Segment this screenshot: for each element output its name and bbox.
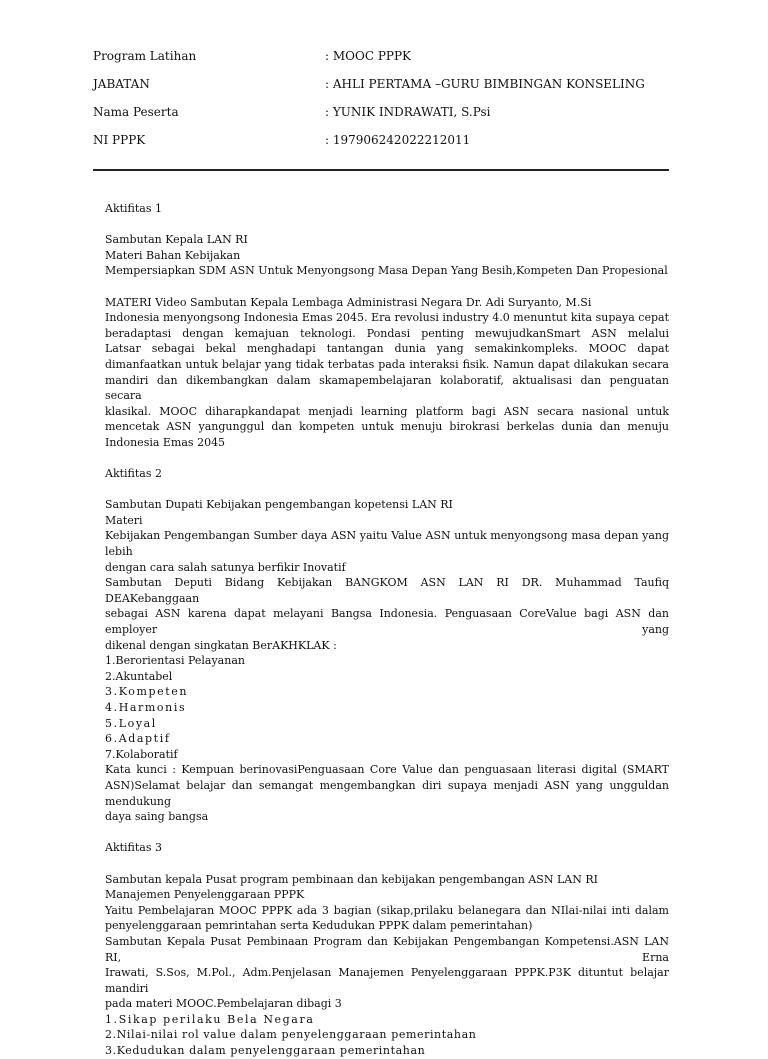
paragraph-line: Sambutan Kepala Pusat Pembinaan Program dan Kebijakan Pengembangan Kompetensi.ASN LAN RI, Erna <box>105 934 669 964</box>
header-value: : AHLI PERTAMA –GURU BIMBINGAN KONSELING <box>325 77 645 91</box>
text-line: Sambutan Dupati Kebijakan pengembangan kopetensi LAN RI <box>105 498 453 512</box>
header-row-nipppk <box>93 126 673 154</box>
text-line: Sambutan kepala Pusat program pembinaan dan kebijakan pengembangan ASN LAN RI <box>105 872 598 886</box>
text-line: Manajemen Penyelenggaraan PPPK <box>105 888 305 902</box>
text-line: MATERI Video Sambutan Kepala Lembaga Administrasi Negara Dr. Adi Suryanto, M.Si <box>105 295 592 309</box>
section-title: Aktifitas 3 <box>105 841 163 855</box>
paragraph-line: Sambutan Deputi Bidang Kebijakan BANGKOM ASN LAN RI DR. Muhammad Taufiq DEAKebanggaan <box>105 576 669 605</box>
text-line: Materi <box>105 513 143 527</box>
list-item: 6.Adaptif <box>105 732 171 746</box>
text-line: Sambutan Kepala LAN RI <box>105 233 248 247</box>
identity-header <box>93 42 673 154</box>
text-line: dikenal dengan singkatan BerAKHKLAK : <box>105 638 337 652</box>
paragraph-line: sebagai ASN karena dapat melayani Bangsa Indonesia. Penguasaan CoreValue bagi ASN dan employer yang <box>105 607 669 637</box>
text-line: dengan cara salah satunya berfikir Inovatif <box>105 560 346 574</box>
header-label: Nama Peserta <box>93 105 179 119</box>
paragraph-line: Kata kunci : Kempuan berinovasiPenguasaan Core Value dan penguasaan literasi digital (SMART <box>105 763 669 777</box>
text-line: Mempersiapkan SDM ASN Untuk Menyongsong Masa Depan Yang Besih,Kompeten Dan Propesional <box>105 264 668 278</box>
list-item: 5.Loyal <box>105 716 157 730</box>
list-item: 2.Akuntabel <box>105 669 173 683</box>
text-line: Materi Bahan Kebijakan <box>105 248 241 262</box>
header-row-program <box>93 42 673 70</box>
header-label: Program Latihan <box>93 49 197 63</box>
section-title: Aktifitas 2 <box>105 467 163 481</box>
list-item: 2.Nilai-nilai rol value dalam penyelenggaraan pemerintahan <box>105 1028 477 1042</box>
paragraph-line: Latsar sebagai bekal menghadapi tantangan dunia yang semakinkompleks. MOOC dapat <box>105 342 669 356</box>
header-value: : MOOC PPPK <box>325 49 412 63</box>
header-row-nama <box>93 98 673 126</box>
paragraph-line: dimanfaatkan untuk belajar yang tidak terbatas pada interaksi fisik. Namun dapat dilakukan secara <box>105 357 669 371</box>
paragraph-line: Kebijakan Pengembangan Sumber daya ASN yaitu Value ASN untuk menyongsong masa depan yang lebih <box>105 529 669 559</box>
paragraph-line: ASN)Selamat belajar dan semangat mengembangkan diri supaya menjadi ASN yang ungguldan mendukung <box>105 778 669 808</box>
text-line: daya saing bangsa <box>105 810 209 824</box>
header-value: : YUNIK INDRAWATI, S.Psi <box>325 105 491 119</box>
list-item: 7.Kolaboratif <box>105 747 178 761</box>
text-line: Indonesia Emas 2045 <box>105 435 226 449</box>
paragraph-line: mandiri dan dikembangkan dalam skamapembelajaran kolaboratif, aktualisasi dan penguatan secara <box>105 373 669 403</box>
paragraph-line: Irawati, S.Sos, M.Pol., Adm.Penjelasan Manajemen Penyelenggaraan PPPK.P3K dituntut belajar mandiri <box>105 966 669 995</box>
list-item: 1.Sikap perilaku Bela Negara <box>105 1012 315 1026</box>
paragraph-line: mencetak ASN yangunggul dan kompeten untuk menuju birokrasi berkelas dunia dan menuju <box>105 420 669 434</box>
header-label: NI PPPK <box>93 133 146 147</box>
list-item: 3.Kedudukan dalam penyelenggaraan pemerintahan <box>105 1044 426 1058</box>
paragraph-line: Indonesia menyongsong Indonesia Emas 2045. Era revolusi industry 4.0 menuntut kita supaya cepat <box>105 311 669 325</box>
paragraph-line: Yaitu Pembelajaran MOOC PPPK ada 3 bagian (sikap,prilaku belanegara dan NIlai-nilai inti dalam <box>105 903 669 917</box>
header-label: JABATAN <box>93 77 150 91</box>
header-value: : 197906242022212011 <box>325 133 471 147</box>
list-item: 1.Berorientasi Pelayanan <box>105 654 245 668</box>
header-row-jabatan <box>93 70 673 98</box>
text-line: pada materi MOOC.Pembelajaran dibagi 3 <box>105 997 342 1011</box>
paragraph-line: beradaptasi dengan kemajuan teknologi. Pondasi penting mewujudkanSmart ASN melalui <box>105 326 669 340</box>
section-title: Aktifitas 1 <box>105 202 163 215</box>
paragraph-line: klasikal. MOOC diharapkandapat menjadi learning platform bagi ASN secara nasional untuk <box>105 404 669 418</box>
list-item: 4.Harmonis <box>105 701 187 714</box>
text-line: penyelenggaraan pemrintahan serta Kedudukan PPPK dalam pemerintahan) <box>105 919 533 933</box>
header-divider <box>93 169 669 171</box>
list-item: 3.Kompeten <box>105 685 189 699</box>
document-body <box>105 201 669 1059</box>
